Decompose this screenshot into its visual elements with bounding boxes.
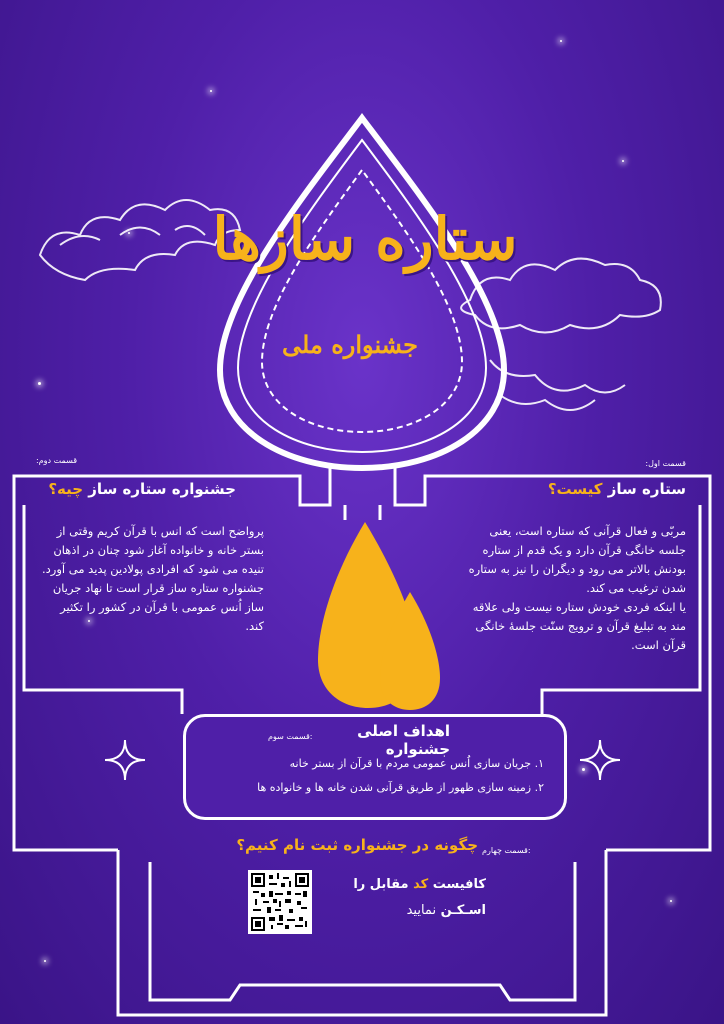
festival-title: ستاره سازها	[212, 205, 518, 273]
section1-heading	[548, 480, 686, 498]
section1-paragraph: یا اینکه فردی خودش ستاره نیست ولی علاقه مند به تبلیغ قرآن و ترویج سنّت جلسۀ خانگی قرآن است.	[472, 600, 686, 652]
section1-body	[462, 522, 686, 655]
scan-text: نمایید	[406, 903, 437, 918]
section2-number: قسمت دوم:	[36, 456, 78, 465]
scan-word: اسـکـن	[440, 903, 486, 918]
drop-frame-icon	[220, 118, 504, 468]
section3-number: قسمت سوم:	[268, 732, 313, 741]
section1-paragraph: مربّی و فعال قرآنی که ستاره است، یعنی جلسه خانگی قرآن دارد و یک قدم از ستاره بودنش بالاتر می رود و دیگران را نیز به ستاره شدن ترغیب می کند.	[468, 524, 686, 595]
qr-code-icon	[251, 873, 309, 931]
goal-item: ۱. جریان سازی اُنس عمومی مردم با قرآن از بستر خانه	[289, 757, 544, 770]
gold-drop-icon	[318, 522, 440, 710]
goal-item: ۲. زمینه سازی ظهور از طریق قرآنی شدن خانه ها و خانواده ها	[257, 781, 544, 794]
festival-subtitle: جشنواره ملی	[282, 330, 418, 359]
scan-code-word: کد	[413, 877, 429, 892]
qr-code[interactable]	[248, 870, 312, 934]
section1-number: قسمت اول:	[645, 459, 686, 468]
scan-line-2	[318, 898, 486, 924]
section2-heading	[36, 480, 236, 498]
section3-heading: اهداف اصلی جشنواره	[357, 722, 450, 758]
goals-list	[200, 752, 544, 800]
scan-instructions	[318, 872, 486, 924]
section2-heading-plain: جشنواره ستاره ساز	[88, 480, 236, 498]
scan-text: کافیست	[432, 877, 486, 892]
scan-line-1	[318, 872, 486, 898]
section2-heading-gold: چیه؟	[48, 480, 84, 498]
section1-heading-gold: کیست؟	[547, 480, 603, 498]
section4-heading: چگونه در جشنواره ثبت نام کنیم؟	[236, 836, 478, 854]
section4-number: قسمت چهارم:	[482, 846, 531, 855]
scan-text: مقابل را	[353, 877, 409, 892]
section2-body: پرواضح است که انس با قرآن کریم وقتی از بستر خانه و خانواده آغاز شود چنان در اذهان تنیده می شود که افرادی پولادین پدید می آورد. جشنواره ستاره ساز قرار است تا نهاد جریان ساز اُنس عمومی با قرآن در کشور را تکثیر کند.	[42, 524, 264, 633]
section1-heading-plain: ستاره ساز	[607, 480, 686, 498]
